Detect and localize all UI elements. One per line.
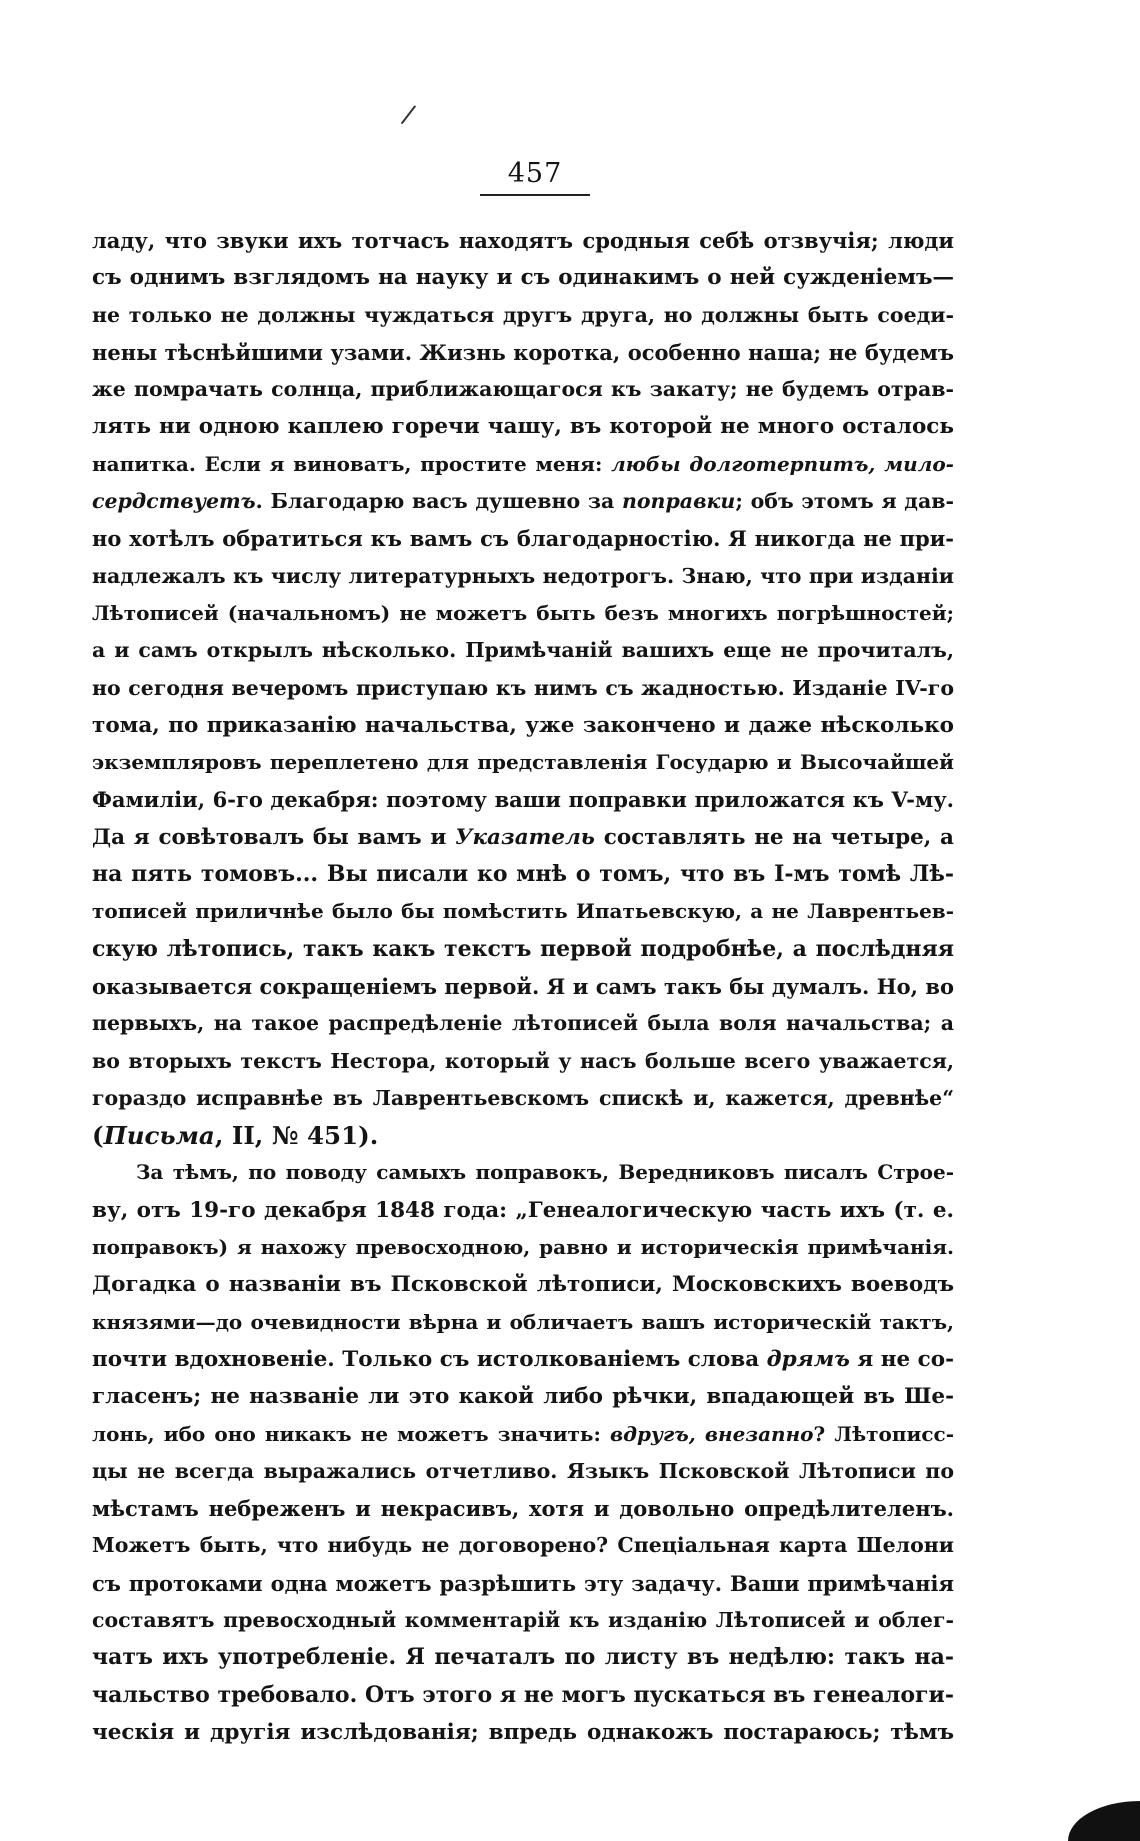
text-line: гораздо исправнѣе въ Лаврентьевскомъ спискѣ и, кажется, древнѣе“ — [92, 1085, 954, 1110]
text-line: князями—до очевидности вѣрна и обличаетъ вашъ историческій тактъ, — [92, 1309, 954, 1334]
text-line — [92, 483, 954, 520]
citation-line — [92, 1117, 954, 1154]
margin-mark: / — [399, 99, 418, 131]
text-line: Догадка о названіи въ Псковской лѣтописи, Московскихъ воеводъ — [92, 1272, 954, 1298]
text-line: составятъ превосходный комментарій къ изданію Лѣтописей и облег- — [92, 1607, 954, 1632]
page-curl — [1068, 1801, 1140, 1841]
text-line: гласенъ; не названіе ли это какой либо рѣчки, впадающей въ Ше- — [92, 1384, 954, 1410]
citation-title: Письма — [103, 1121, 215, 1151]
text-line: не только не должны чуждаться другъ друга, но должны быть соеди- — [92, 302, 954, 327]
text-line: мѣстамъ небреженъ и некрасивъ, хотя и довольно опредѣлителенъ. — [92, 1496, 954, 1522]
text-line: тома, по приказанію начальства, уже закончено и даже нѣсколько — [92, 712, 954, 738]
text-line — [92, 1416, 954, 1453]
italic-word: поправки — [621, 489, 736, 514]
italic-quote: сердствуетъ — [92, 489, 256, 514]
text-line: а и самъ открылъ нѣсколько. Примѣчаній вашихъ еще не прочиталъ, — [92, 638, 954, 663]
text-line: во вторыхъ текстъ Нестора, который у насъ больше всего уважается, — [92, 1048, 954, 1073]
text-line: съ однимъ взглядомъ на науку и съ одинакимъ о ней сужденіемъ— — [92, 265, 954, 291]
text-line: нены тѣснѣйшими узами. Жизнь коротка, особенно наша; не будемъ — [92, 339, 954, 365]
italic-word: дрямъ — [766, 1346, 850, 1372]
text-segment: почти вдохновеніе. Только съ истолкованіемъ слова — [92, 1346, 767, 1372]
text-line: ву, отъ 19-го декабря 1848 года: „Генеалогическую часть ихъ (т. е. — [92, 1197, 954, 1223]
text-line: чатъ ихъ употребленіе. Я печаталъ по листу въ недѣлю: такъ на- — [92, 1644, 954, 1671]
page-number-rule — [480, 194, 590, 196]
text-line: ческія и другія изслѣдованія; впредь однакожъ постараюсь; тѣмъ — [92, 1719, 954, 1745]
text-line: ладу, что звуки ихъ тотчасъ находятъ сродныя себѣ отзвучія; люди — [92, 228, 954, 253]
text-line — [92, 1341, 954, 1378]
text-line — [92, 446, 954, 483]
text-line: на пять томовъ... Вы писали ко мнѣ о томъ, что въ I-мъ томѣ Лѣ- — [92, 861, 954, 888]
text-segment: я не со- — [849, 1346, 954, 1372]
paragraph-first-line: За тѣмъ, по поводу самыхъ поправокъ, Вередниковъ писалъ Строе- — [136, 1160, 954, 1185]
italic-word: Указатель — [455, 824, 595, 850]
text-segment: лонь, ибо оно никакъ не можетъ значить: — [92, 1421, 611, 1446]
text-segment: , II, № 451). — [214, 1121, 379, 1151]
text-line: лять ни одною каплею горечи чашу, въ которой не много осталось — [92, 414, 954, 440]
text-segment: Да я совѣтовалъ бы вамъ и — [92, 824, 456, 850]
italic-quote: любы долготерпитъ, мило- — [611, 451, 954, 476]
text-line: первыхъ, на такое распредѣленіе лѣтописей была воля начальства; а — [92, 1011, 954, 1036]
italic-word: вдругъ, внезапно — [610, 1421, 814, 1446]
text-line: скую лѣтопись, такъ какъ текстъ первой подробнѣе, а послѣдняя — [92, 935, 954, 962]
body-text — [92, 222, 954, 1751]
text-line: чальство требовало. Отъ этого я не могъ пускаться въ генеалоги- — [92, 1681, 954, 1708]
page-number: 457 — [507, 158, 563, 189]
text-segment: ( — [92, 1121, 104, 1151]
text-segment: ? Лѣтописс- — [813, 1421, 955, 1446]
text-segment: напитка. Если я виноватъ, простите меня: — [92, 451, 612, 476]
text-line: оказывается сокращеніемъ первой. Я и самъ такъ бы думалъ. Но, во — [92, 973, 954, 999]
text-line: Лѣтописей (начальномъ) не можетъ быть безъ многихъ погрѣшностей; — [92, 600, 954, 625]
text-line: но сегодня вечеромъ приступаю къ нимъ съ жадностью. Изданіе IV-го — [92, 675, 954, 700]
text-line: надлежалъ къ числу литературныхъ недотрогъ. Знаю, что при изданіи — [92, 563, 954, 588]
text-line: Фамиліи, 6-го декабря: поэтому ваши поправки приложатся къ V-му. — [92, 787, 954, 813]
text-line: поправокъ) я нахожу превосходною, равно и историческія примѣчанія. — [92, 1235, 954, 1260]
text-line: съ протоками одна можетъ разрѣшить эту задачу. Ваши примѣчанія — [92, 1570, 954, 1596]
text-segment: . Благодарю васъ душевно за — [255, 489, 622, 514]
text-line: но хотѣлъ обратиться къ вамъ съ благодарностію. Я никогда не при- — [92, 526, 954, 552]
text-line: Можетъ быть, что нибудь не договорено? Спеціальная карта Шелони — [92, 1533, 954, 1558]
text-line — [92, 819, 954, 856]
text-line: же помрачать солнца, приближающагося къ закату; не будемъ отрав- — [92, 377, 954, 402]
text-segment: ; объ этомъ я дав- — [735, 489, 955, 514]
text-segment: составлять не на четыре, а — [595, 824, 954, 850]
text-line: цы не всегда выражались отчетливо. Языкъ Псковской Лѣтописи по — [92, 1458, 954, 1483]
text-line: экземпляровъ переплетено для представленія Государю и Высочайшей — [92, 750, 954, 775]
text-line: тописей приличнѣе было бы помѣстить Ипатьевскую, а не Лаврентьев- — [92, 899, 954, 924]
